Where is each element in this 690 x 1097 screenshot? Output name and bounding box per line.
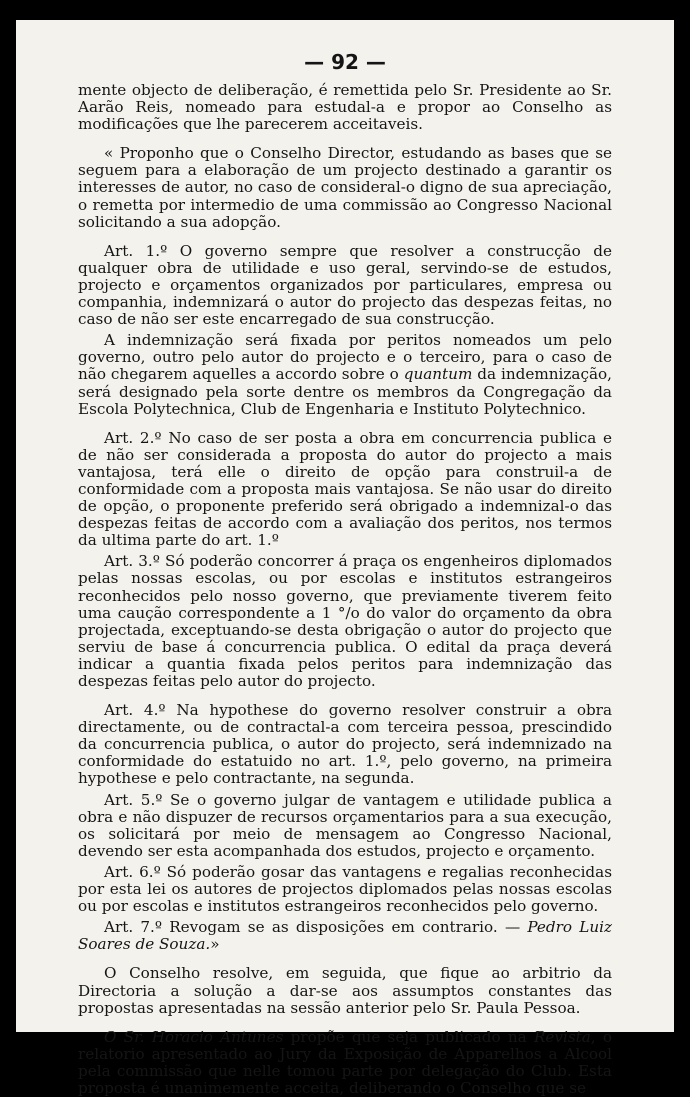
text-run: da indemnização, será designado pela sorte dentre os membros da Congregação da Escola Polytechnica, Club de Engenharia e Instituto Polytechnico. — [78, 365, 612, 418]
paragraph-art-3: Art. 3.º Só poderão concorrer á praça os engenheiros diplomados pelas nossas escolas, ou por escolas e institutos estrangeiros reconhecidos pelo nosso governo, que previamente tiverem feito uma caução correspondente a 1 °/o do valor do orçamento da obra projectada, exceptuando-se desta obrigação o autor do projecto que serviu de base á concurrencia publica. O edital da praça deverá indicar a quantia fixada pelos peritos para indemnização das despezas feitas pelo autor do projecto. — [78, 552, 612, 690]
paragraph-council-resolution: O Conselho resolve, em seguida, que fique ao arbitrio da Directoria a solução a dar-se aos assumptos constantes das propostas apresentadas na sessão anterior pelo Sr. Paula Pessoa. — [78, 964, 612, 1017]
text-run: , o relatorio apresentado ao Jury da Exposição de Apparelhos a Alcool pela commissão que nelle tomou parte por delegação do Club. Esta proposta é unanimemente acceita, deliberando o Conselho que se — [78, 1027, 612, 1097]
paragraph-horacio-antunes — [78, 1029, 612, 1097]
paragraph-proposal-intro: « Proponho que o Conselho Director, estudando as bases que se seguem para a elaboração de um projecto destinado a garantir os interesses de autor, no caso de consideral-o digno de sua apreciação, o remetta por intermedio de uma commissão ao Congresso Nacional solicitando a sua adopção. — [78, 144, 612, 231]
italic-term: quantum — [403, 365, 473, 384]
paragraph-art-7 — [78, 919, 612, 953]
text-run: propõe que seja publicado na — [283, 1027, 534, 1046]
page-number: — 92 — — [304, 50, 386, 74]
text-run: Art. 7.º Revogam se as disposições em contrario. — — [104, 918, 528, 937]
paragraph-art-6: Art. 6.º Só poderão gosar das vantagens e regalias reconhecidas por esta lei os autores de projectos diplomados pelas nossas escolas ou por escolas e institutos estrangeiros reconhecidos pelo governo. — [78, 862, 612, 916]
text-run: » — [210, 935, 220, 954]
paragraph-art-2: Art. 2.º No caso de ser posta a obra em concurrencia publica e de não ser considerada a proposta do autor do projecto a mais vantajosa, terá elle o direito de opção para construil-a de conformidade com a proposta mais vantajosa. Se não usar do direito de opção, o proponente preferido será obrigado a indemnizal-o das despezas feitas de accordo com a avaliação dos peritos, nos termos da ultima parte do art. 1.º — [78, 428, 612, 550]
paragraph-art-5: Art. 5.º Se o governo julgar de vantagem e utilidade publica a obra e não dispuzer de recursos orçamentarios para a sua execução, os solicitará por meio de mensagem ao Congresso Nacional, devendo ser esta acompanhada dos estudos, projecto e orçamento. — [78, 790, 612, 860]
paragraph-indemnization — [78, 332, 612, 417]
document-page — [16, 20, 674, 1097]
text-run: A indemnização será fixada por peritos nomeados um pelo governo, outro pelo autor do projecto e o terceiro, para o caso de não chegarem aquelles a accordo sobre o — [78, 331, 612, 384]
paragraph-1: mente objecto de deliberação, é remettida pelo Sr. Presidente ao Sr. Aarão Reis, nomeado para estudal-a e propor ao Conselho as modificações que lhe parecerem acceitaveis. — [78, 81, 612, 134]
paragraph-art-1: Art. 1.º O governo sempre que resolver a construcção de qualquer obra de utilidade e uso geral, servindo-se de estudos, projecto e orçamentos organizados por particulares, empresa ou companhia, indemnizará o autor do projecto das despezas feitas, no caso de não ser este encarregado de sua construcção. — [78, 241, 612, 329]
signature-name: Pedro Luiz Soares de Souza. — [78, 918, 612, 954]
paragraph-art-4: Art. 4.º Na hypothese do governo resolver construir a obra directamente, ou de contractal-a com terceira pessoa, prescindido da concurrencia publica, o autor do projecto, será indemnizado na conformidade do estatuido no art. 1.º, pelo governo, na primeira hypothese e pelo contractante, na segunda. — [78, 701, 612, 788]
speaker-name: O Sr. Horacio Antunes — [104, 1027, 284, 1046]
publication-name: Revista — [533, 1027, 591, 1046]
